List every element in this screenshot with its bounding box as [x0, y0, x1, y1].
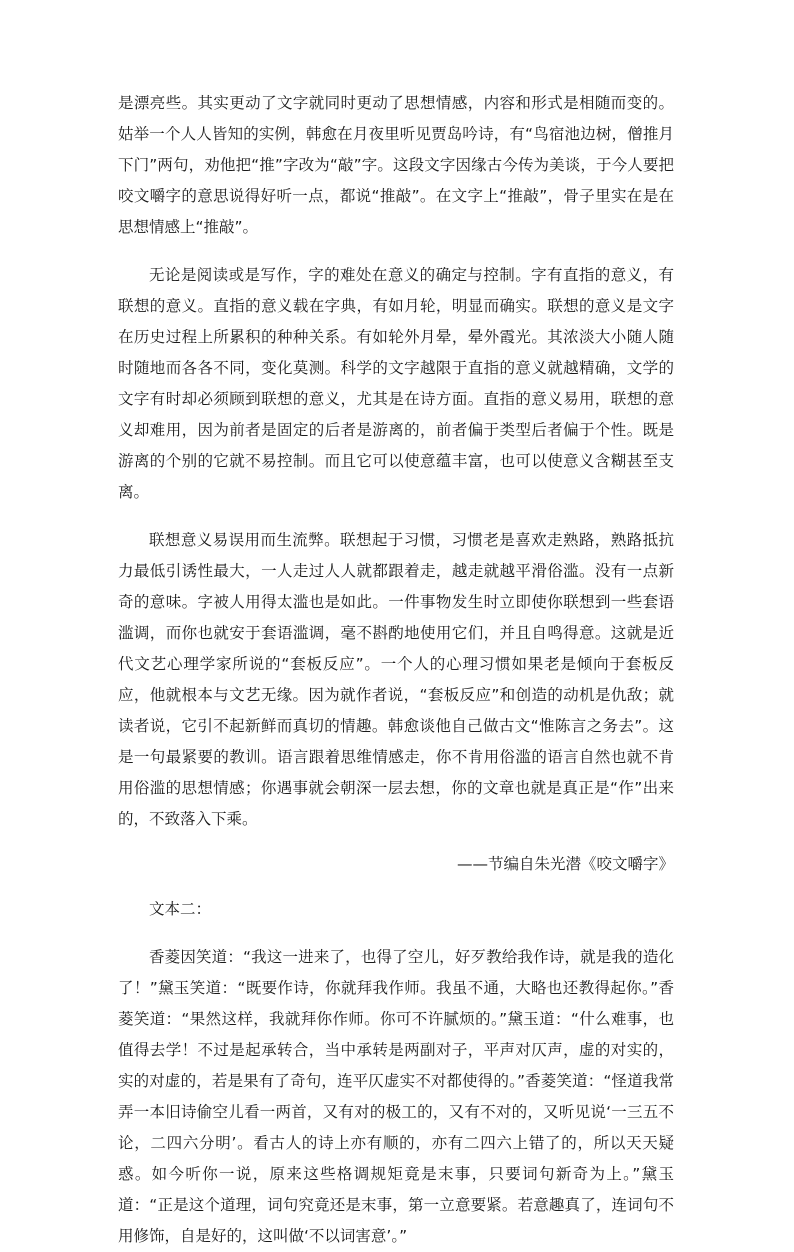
document-page: [118, 88, 674, 1252]
text1-paragraph-2: 无论是阅读或是写作，字的难处在意义的确定与控制。字有直指的意义，有联想的意义。直指的意义载在字典，有如月轮，明显而确实。联想的意义是文字在历史过程上所累积的种种关系。有如轮外月晕，晕外霞光。其浓淡大小随人随时随地而各各不同，变化莫测。科学的文字越限于直指的意义就越精确，文学的文字有时却必须顾到联想的意义，尤其是在诗方面。直指的意义易用，联想的意义却难用，因为前者是固定的后者是游离的，前者偏于类型后者偏于个性。既是游离的个别的它就不易控制。而且它可以使意蕴丰富，也可以使意义含糊甚至支离。: [118, 266, 674, 501]
text1-attribution: ——节编自朱光潜《咬文嚼字》: [456, 855, 674, 873]
text1-paragraph-3: 联想意义易误用而生流弊。联想起于习惯，习惯老是喜欢走熟路，熟路抵抗力最低引诱性最大，一人走过人人就都跟着走，越走就越平滑俗滥。没有一点新奇的意味。字被人用得太滥也是如此。一件事物发生时立即使你联想到一些套语滥调，而你也就安于套语滥调，毫不斟酌地使用它们，并且自鸣得意。这就是近代文艺心理学家所说的“套板反应”。一个人的心理习惯如果老是倾向于套板反应，他就根本与文艺无缘。因为就作者说，“套板反应”和创造的动机是仇敌；就读者说，它引不起新鲜而真切的情趣。韩愈谈他自己做古文“惟陈言之务去”。这是一句最紧要的教训。语言跟着思维情感走，你不肯用俗滥的语言自然也就不肯用俗滥的思想情感；你遇事就会朝深一层去想，你的文章也就是真正是“作”出来的，不致落入下乘。: [118, 531, 674, 828]
text2-paragraph: 香菱因笑道：“我这一进来了，也得了空儿，好歹教给我作诗，就是我的造化了！”黛玉笑道：“既要作诗，你就拜我作师。我虽不通，大略也还教得起你。”香菱笑道：“果然这样，我就拜你作师。你可不许腻烦的。”黛玉道：“什么难事，也值得去学！不过是起承转合，当中承转是两副对子，平声对仄声，虚的对实的，实的对虚的，若是果有了奇句，连平仄虚实不对都使得的。”香菱笑道：“怪道我常弄一本旧诗偷空儿看一两首，又有对的极工的，又有不对的，又听见说‘一三五不论，二四六分明’。看古人的诗上亦有顺的，亦有二四六上错了的，所以天天疑惑。如今听你一说，原来这些格调规矩竟是末事，只要词句新奇为上。”黛玉道：“正是这个道理，词句究竟还是末事，第一立意要紧。若意趣真了，连词句不用修饰，自是好的，这叫做‘不以词害意’。”: [118, 948, 674, 1245]
text2-heading: 文本二：: [149, 900, 212, 918]
text1-paragraph-1: 是漂亮些。其实更动了文字就同时更动了思想情感，内容和形式是相随而变的。姑举一个人人皆知的实例，韩愈在月夜里听见贾岛吟诗，有“鸟宿池边树，僧推月下门”两句，劝他把“推”字改为“敲”字。这段文字因缘古今传为美谈，于今人要把咬文嚼字的意思说得好听一点，都说“推敲”。在文字上“推敲”，骨子里实在是在思想情感上“推敲”。: [118, 94, 674, 236]
